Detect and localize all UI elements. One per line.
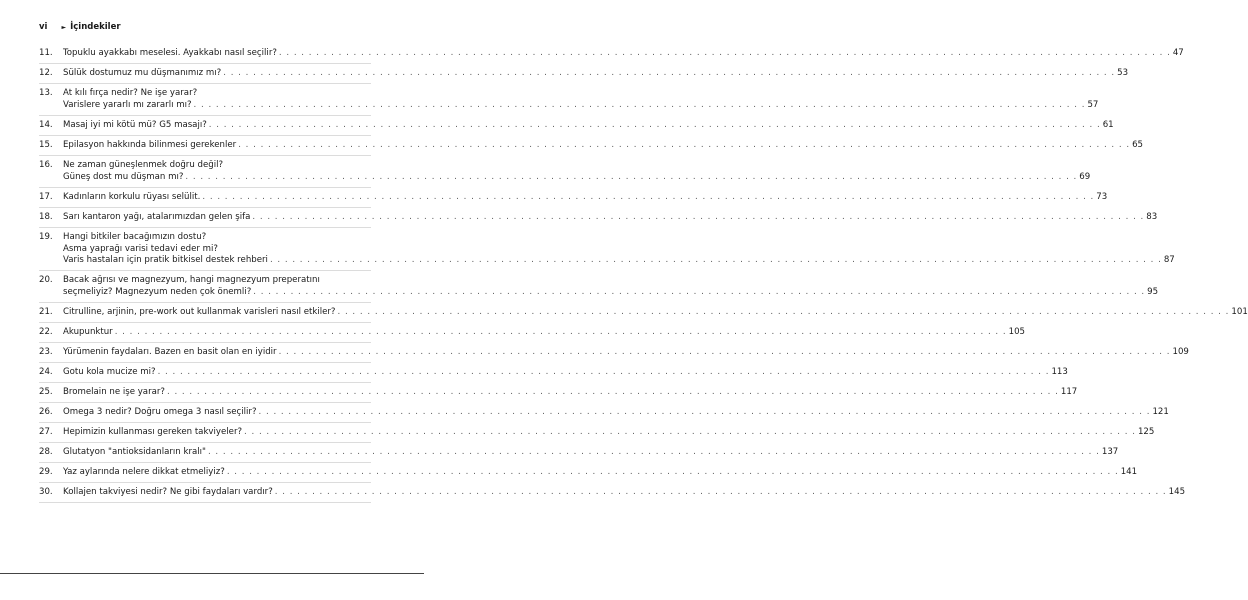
toc-entry[interactable] (39, 116, 1114, 136)
entry-page-number: 101 (1231, 307, 1248, 317)
entry-number: 24. (39, 367, 53, 377)
entry-page-number: 65 (1132, 140, 1144, 150)
entry-page-number: 125 (1137, 427, 1155, 437)
entry-page-number: 83 (1146, 212, 1158, 222)
table-of-contents (39, 44, 1248, 503)
entry-page-number: 121 (1152, 407, 1169, 417)
entry-number: 15. (39, 140, 53, 150)
entry-number: 12. (39, 68, 53, 78)
dot-leader: . . . . . . . . . . . . . . . . . . . . . . . . . . . . . . . . . . . . . . . . . . . . . . . . . . . . . . . . . . . . . . . . . . . . . . . . . . . . . . . . . . . . . . . . . . . . . . . . . . . . . . . . . . . . . . . . . . . . . . . . (202, 192, 1095, 202)
entry-title-line: seçmeliyiz? Magnezyum neden çok önemli? (63, 286, 252, 297)
dot-leader: . . . . . . . . . . . . . . . . . . . . . . . . . . . . . . . . . . . . . . . . . . . . . . . . . . . . . . . . . . . . . . . . . . . . . . . . . . . . . . . . . . . . . . . . . . . . . . . . . . . . . . . . . . . . . . . . . . . . . . . . (114, 327, 1007, 337)
entry-title-line: Topuklu ayakkabı meselesi. Ayakkabı nasıl seçilir? (63, 48, 277, 58)
toc-entry[interactable] (39, 463, 1138, 483)
entry-page-number: 117 (1060, 387, 1078, 397)
dot-leader: . . . . . . . . . . . . . . . . . . . . . . . . . . . . . . . . . . . . . . . . . . . . . . . . . . . . . . . . . . . . . . . . . . . . . . . . . . . . . . . . . . . . . . . . . . . . . . . . . . . . . . . . . . . . . . . . . . . . . . . . (269, 255, 1162, 265)
dot-leader: . . . . . . . . . . . . . . . . . . . . . . . . . . . . . . . . . . . . . . . . . . . . . . . . . . . . . . . . . . . . . . . . . . . . . . . . . . . . . . . . . . . . . . . . . . . . . . . . . . . . . . . . . . . . . . . . . . . . . . . . (244, 427, 1136, 437)
entry-page-number: 61 (1102, 120, 1114, 130)
entry-title-line: Glutatyon "antioksidanların kralı" (63, 447, 206, 457)
triangle-marker-icon: ► (61, 23, 67, 31)
entry-title-line: Citrulline, arjinin, pre-work out kullanmak varisleri nasıl etkiler? (63, 307, 336, 317)
entry-title-line: Masaj iyi mi kötü mü? G5 masajı? (63, 120, 207, 130)
section-title: İçindekiler (70, 22, 121, 32)
entry-number: 27. (39, 427, 53, 437)
entry-title-line: Sülük dostumuz mu düşmanımız mı? (63, 68, 222, 78)
entry-number: 22. (39, 327, 53, 337)
toc-entry[interactable] (39, 44, 1184, 64)
entry-page-number: 73 (1096, 192, 1108, 202)
entry-number: 26. (39, 407, 53, 417)
entry-number: 13. (39, 88, 53, 98)
dot-leader: . . . . . . . . . . . . . . . . . . . . . . . . . . . . . . . . . . . . . . . . . . . . . . . . . . . . . . . . . . . . . . . . . . . . . . . . . . . . . . . . . . . . . . . . . . . . . . . . . . . . . . . . . . . . . . . . . . . . . . . . (185, 171, 1078, 182)
entry-number: 20. (39, 275, 53, 285)
entry-number: 16. (39, 160, 53, 170)
toc-entry[interactable] (39, 383, 1078, 403)
entry-title-line: Epilasyon hakkında bilinmesi gerekenler (63, 140, 237, 150)
toc-entry[interactable] (39, 443, 1119, 463)
dot-leader: . . . . . . . . . . . . . . . . . . . . . . . . . . . . . . . . . . . . . . . . . . . . . . . . . . . . . . . . . . . . . . . . . . . . . . . . . . . . . . . . . . . . . . . . . . . . . . . . . . . . . . . . . . . . . . . . . . . . . . . . (258, 407, 1151, 417)
toc-entry[interactable] (39, 64, 1129, 84)
entry-number: 11. (39, 48, 53, 58)
toc-entry[interactable] (39, 84, 1099, 116)
entry-title-line: Gotu kola mucize mi? (63, 367, 156, 377)
toc-entry[interactable] (39, 403, 1169, 423)
entry-title-line: Kollajen takviyesi nedir? Ne gibi faydaları vardır? (63, 487, 273, 497)
entry-page-number: 105 (1008, 327, 1026, 337)
dot-leader: . . . . . . . . . . . . . . . . . . . . . . . . . . . . . . . . . . . . . . . . . . . . . . . . . . . . . . . . . . . . . . . . . . . . . . . . . . . . . . . . . . . . . . . . . . . . . . . . . . . . . . . . . . . . . . . . . . . . . . . . (208, 120, 1101, 130)
dot-leader: . . . . . . . . . . . . . . . . . . . . . . . . . . . . . . . . . . . . . . . . . . . . . . . . . . . . . . . . . . . . . . . . . . . . . . . . . . . . . . . . . . . . . . . . . . . . . . . . . . . . . . . . . . . . . . . . . . . . . . . . (278, 347, 1171, 357)
entry-title-line: Varislere yararlı mı zararlı mı? (63, 99, 192, 110)
entry-number: 23. (39, 347, 53, 357)
toc-entry[interactable] (39, 303, 1248, 323)
page-number: vi (39, 22, 48, 32)
dot-leader: . . . . . . . . . . . . . . . . . . . . . . . . . . . . . . . . . . . . . . . . . . . . . . . . . . . . . . . . . . . . . . . . . . . . . . . . . . . . . . . . . . . . . . . . . . . . . . . . . . . . . . . . . . . . . . . . . . . . . . . . (253, 286, 1146, 297)
entry-title-line: Asma yaprağı varisi tedavi eder mi? (63, 243, 218, 254)
entry-page-number: 95 (1147, 286, 1159, 297)
entry-page-number: 137 (1101, 447, 1119, 457)
entry-title-line: Hepimizin kullanması gereken takviyeler? (63, 427, 243, 437)
entry-page-number: 47 (1172, 48, 1184, 58)
dot-leader: . . . . . . . . . . . . . . . . . . . . . . . . . . . . . . . . . . . . . . . . . . . . . . . . . . . . . . . . . . . . . . . . . . . . . . . . . . . . . . . . . . . . . . . . . . . . . . . . . . . . . . . . . . . . . . . . . . . . . . . . (274, 487, 1167, 497)
dot-leader: . . . . . . . . . . . . . . . . . . . . . . . . . . . . . . . . . . . . . . . . . . . . . . . . . . . . . . . . . . . . . . . . . . . . . . . . . . . . . . . . . . . . . . . . . . . . . . . . . . . . . . . . . . . . . . . . . . . . . . . . (223, 68, 1116, 78)
entry-page-number: 145 (1168, 487, 1186, 497)
entry-title-line: Güneş dost mu düşman mı? (63, 171, 184, 182)
entry-number: 29. (39, 467, 53, 477)
entry-title-line: Yürümenin faydaları. Bazen en basit olan en iyidir (63, 347, 277, 357)
dot-leader: . . . . . . . . . . . . . . . . . . . . . . . . . . . . . . . . . . . . . . . . . . . . . . . . . . . . . . . . . . . . . . . . . . . . . . . . . . . . . . . . . . . . . . . . . . . . . . . . . . . . . . . . . . . . . . . . . . . . . . . . (238, 140, 1131, 150)
toc-entry[interactable] (39, 343, 1189, 363)
entry-title-line: At kılı fırça nedir? Ne işe yarar? (63, 88, 198, 98)
entry-number: 18. (39, 212, 53, 222)
entry-page-number: 109 (1172, 347, 1189, 357)
entry-number: 17. (39, 192, 53, 202)
page-header (39, 20, 121, 34)
entry-title-line: Akupunktur (63, 327, 113, 337)
toc-entry[interactable] (39, 483, 1186, 503)
dot-leader: . . . . . . . . . . . . . . . . . . . . . . . . . . . . . . . . . . . . . . . . . . . . . . . . . . . . . . . . . . . . . . . . . . . . . . . . . . . . . . . . . . . . . . . . . . . . . . . . . . . . . . . . . . . . . . . . . . . . . . . . (278, 48, 1171, 58)
bottom-divider (0, 573, 424, 574)
entry-number: 19. (39, 232, 53, 242)
dot-leader: . . . . . . . . . . . . . . . . . . . . . . . . . . . . . . . . . . . . . . . . . . . . . . . . . . . . . . . . . . . . . . . . . . . . . . . . . . . . . . . . . . . . . . . . . . . . . . . . . . . . . . . . . . . . . . . . . . . . . . . . (166, 387, 1059, 397)
entry-title-line: Bacak ağrısı ve magnezyum, hangi magnezyum preperatını (63, 275, 320, 285)
entry-title-line: Varis hastaları için pratik bitkisel destek rehberi (63, 255, 268, 265)
entry-title-line: Kadınların korkulu rüyası selülit. (63, 192, 201, 202)
toc-entry[interactable] (39, 323, 1026, 343)
entry-title-line: Sarı kantaron yağı, atalarımızdan gelen şifa (63, 212, 251, 222)
entry-title-line: Yaz aylarında nelere dikkat etmeliyiz? (63, 467, 225, 477)
entry-page-number: 141 (1120, 467, 1138, 477)
toc-entry[interactable] (39, 423, 1155, 443)
dot-leader: . . . . . . . . . . . . . . . . . . . . . . . . . . . . . . . . . . . . . . . . . . . . . . . . . . . . . . . . . . . . . . . . . . . . . . . . . . . . . . . . . . . . . . . . . . . . . . . . . . . . . . . . . . . . . . . . . . . . . . . . (207, 447, 1100, 457)
entry-page-number: 53 (1117, 68, 1129, 78)
entry-number: 25. (39, 387, 53, 397)
entry-number: 30. (39, 487, 53, 497)
entry-title-line: Ne zaman güneşlenmek doğru değil? (63, 160, 224, 170)
dot-leader: . . . . . . . . . . . . . . . . . . . . . . . . . . . . . . . . . . . . . . . . . . . . . . . . . . . . . . . . . . . . . . . . . . . . . . . . . . . . . . . . . . . . . . . . . . . . . . . . . . . . . . . . . . . . . . . . . . . . . . . . (193, 99, 1086, 110)
dot-leader: . . . . . . . . . . . . . . . . . . . . . . . . . . . . . . . . . . . . . . . . . . . . . . . . . . . . . . . . . . . . . . . . . . . . . . . . . . . . . . . . . . . . . . . . . . . . . . . . . . . . . . . . . . . . . . . . . . . . . . . . (252, 212, 1145, 222)
entry-number: 21. (39, 307, 53, 317)
dot-leader: . . . . . . . . . . . . . . . . . . . . . . . . . . . . . . . . . . . . . . . . . . . . . . . . . . . . . . . . . . . . . . . . . . . . . . . . . . . . . . . . . . . . . . . . . . . . . . . . . . . . . . . . . . . . . . . . . . . . . . . . (337, 307, 1230, 317)
toc-entry[interactable] (39, 271, 1159, 303)
toc-entry[interactable] (39, 208, 1158, 228)
entry-page-number: 87 (1163, 255, 1175, 265)
toc-entry[interactable] (39, 156, 1091, 188)
toc-entry[interactable] (39, 188, 1108, 208)
entry-page-number: 113 (1051, 367, 1068, 377)
toc-entry[interactable] (39, 363, 1068, 383)
entry-page-number: 69 (1079, 171, 1091, 182)
dot-leader: . . . . . . . . . . . . . . . . . . . . . . . . . . . . . . . . . . . . . . . . . . . . . . . . . . . . . . . . . . . . . . . . . . . . . . . . . . . . . . . . . . . . . . . . . . . . . . . . . . . . . . . . . . . . . . . . . . . . . . . . (226, 467, 1119, 477)
toc-entry[interactable] (39, 228, 1175, 271)
entry-title-line: Bromelain ne işe yarar? (63, 387, 165, 397)
dot-leader: . . . . . . . . . . . . . . . . . . . . . . . . . . . . . . . . . . . . . . . . . . . . . . . . . . . . . . . . . . . . . . . . . . . . . . . . . . . . . . . . . . . . . . . . . . . . . . . . . . . . . . . . . . . . . . . . . . . . . . . . (157, 367, 1050, 377)
entry-page-number: 57 (1087, 99, 1099, 110)
toc-entry[interactable] (39, 136, 1144, 156)
entry-title-line: Hangi bitkiler bacağımızın dostu? (63, 232, 207, 242)
entry-number: 28. (39, 447, 53, 457)
entry-number: 14. (39, 120, 53, 130)
entry-title-line: Omega 3 nedir? Doğru omega 3 nasıl seçilir? (63, 407, 257, 417)
